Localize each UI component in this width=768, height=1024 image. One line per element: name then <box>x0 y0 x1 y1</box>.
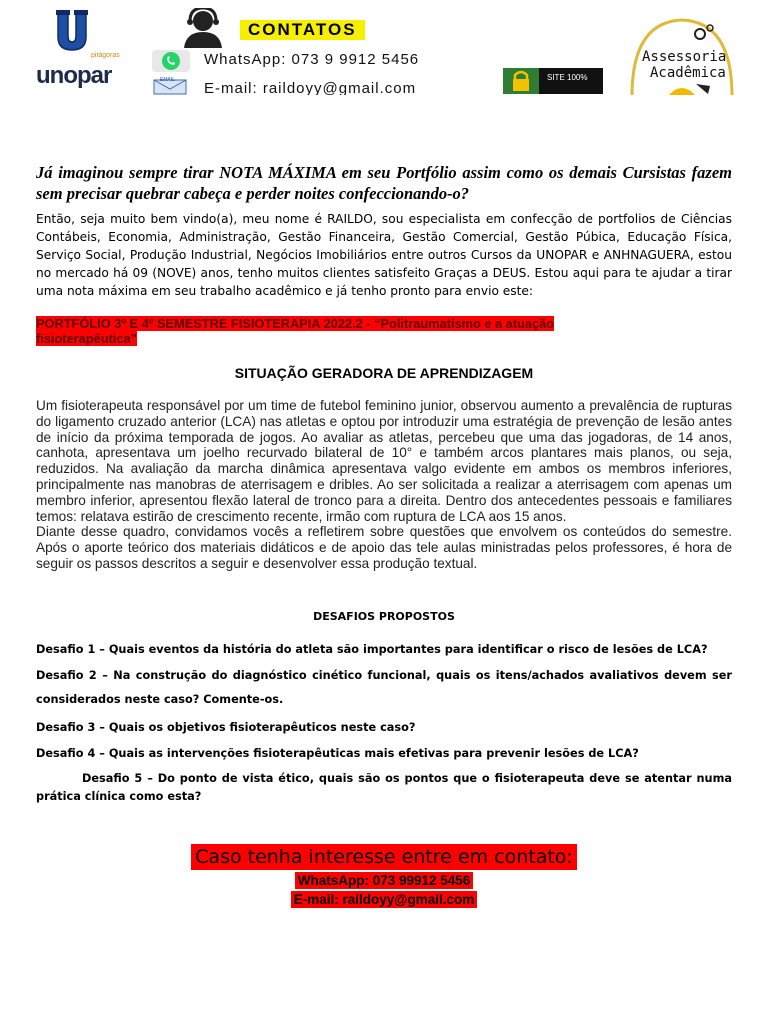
desafio-3: Desafio 3 – Quais os objetivos fisioterapêuticos neste caso? <box>36 721 416 734</box>
header-whatsapp: WhatsApp: 073 9 9912 5456 <box>204 51 420 68</box>
assessoria-academica-logo <box>624 14 740 95</box>
support-person-icon <box>178 8 228 48</box>
header-banner <box>0 0 768 95</box>
logo-wordmark: unopar <box>36 62 112 89</box>
situacao-title: SITUAÇÃO GERADORA DE APRENDIZAGEM <box>234 365 534 381</box>
contact-cta: Caso tenha interesse entre em contato: <box>191 844 577 870</box>
contact-email: E-mail: raildoyy@gmail.com <box>291 891 477 908</box>
desafio-5: Desafio 5 – Do ponto de vista ético, quais são os pontos que o fisioterapeuta deve se atentar numa prática clínica como esta? <box>36 772 732 803</box>
intro-heading: Já imaginou sempre tirar NOTA MÁXIMA em seu Portfólio assim como os demais Cursistas fazem sem precisar quebrar cabeça e perder noites confeccionando-o? <box>36 163 732 203</box>
assessoria-line2: Acadêmica <box>650 65 726 81</box>
desafio-1: Desafio 1 – Quais eventos da história do atleta são importantes para identificar o risco de lesões de LCA? <box>36 643 708 656</box>
desafio-2: Desafio 2 – Na construção do diagnóstico cinético funcional, quais os itens/achados avaliativos devem ser considerados neste caso? Comente-os. <box>36 669 732 706</box>
email-icon <box>146 76 194 95</box>
contact-section <box>0 844 768 908</box>
secure-site-badge <box>503 68 603 94</box>
site-badge-text: SITE 100% <box>547 73 588 82</box>
situacao-body <box>36 398 732 572</box>
portfolio-title-line2: fisioterapêutica” <box>36 331 137 346</box>
header-email: E-mail: raildoyy@gmail.com <box>204 80 417 95</box>
contact-whatsapp: WhatsApp: 073 99912 5456 <box>295 872 474 889</box>
desafios-title: DESAFIOS PROPOSTOS <box>313 610 455 623</box>
unopar-logo <box>36 10 126 90</box>
portfolio-title <box>36 316 676 346</box>
situacao-paragraph-2: Diante desse quadro, convidamos vocês a refletirem sobre questões que envolvem os conteúdos do semestre. Após o aporte teórico dos materiais didáticos e de apoio das tele aulas ministradas pelos professores, é hora de seguir os passos descritos a seguir e desenvolver essa produção textual. <box>36 524 732 571</box>
assessoria-line1: Assessoria <box>642 49 727 65</box>
intro-body: Então, seja muito bem vindo(a), meu nome é RAILDO, sou especialista em confecção de portfolios de Ciências Contábeis, Economia, Administração, Gestão Financeira, Gestão Comercial, Gestão Púbica, Educação Física, Serviço Social, Produção Industrial, Negócios Imobiliários entre outros Cursos da UNOPAR e ANHNAGUERA, estou no mercado há 09 (NOVE) anos, tenho muitos clientes satisfeito Graças a DEUS. Estou aqui para te ajudar a tirar uma nota máxima em seu trabalho acadêmico e já tenho pronto para envio este: <box>36 212 732 298</box>
whatsapp-icon <box>152 50 190 72</box>
desafio-4: Desafio 4 – Quais as intervenções fisioterapêuticas mais efetivas para prevenir lesões de LCA? <box>36 747 639 760</box>
email-icon-label: EMAIL <box>160 77 176 83</box>
unopar-u-icon <box>56 10 88 52</box>
situacao-paragraph-1: Um fisioterapeuta responsável por um time de futebol feminino junior, observou aumento a prevalência de rupturas do ligamento cruzado anterior (LCA) nas atletas e optou por introduzir uma estratégia de prevenção de lesão antes de início da próxima temporada de jogos. Ao avaliar as atletas, percebeu que uma das jogadoras, de 14 anos, canhota, apresentava um joelho recurvado bilateral de 10° e também arcos plantares mais planos, ou seja, reduzidos. Na avaliação da marcha dinâmica apresentava valgo evidente em ambos os membros inferiores, principalmente nas manobras de aterrisagem e dribles. Ao ser solicitada a realizar a aterrisagem com apenas um membro inferior, apresentou flexão lateral de tronco para a direita. Dentro dos antecedentes pessoais e familiares temos: relatava estirão de crescimento recente, irmão com ruptura de LCA aos 15 anos. <box>36 398 732 524</box>
contacts-title: CONTATOS <box>240 20 365 40</box>
logo-subtitle: pitágoras <box>91 52 120 59</box>
portfolio-title-line1: PORTFÓLIO 3º E 4º SEMESTRE FISIOTERAPIA 2022.2 - “Politraumatismo e a atuação <box>36 316 555 331</box>
